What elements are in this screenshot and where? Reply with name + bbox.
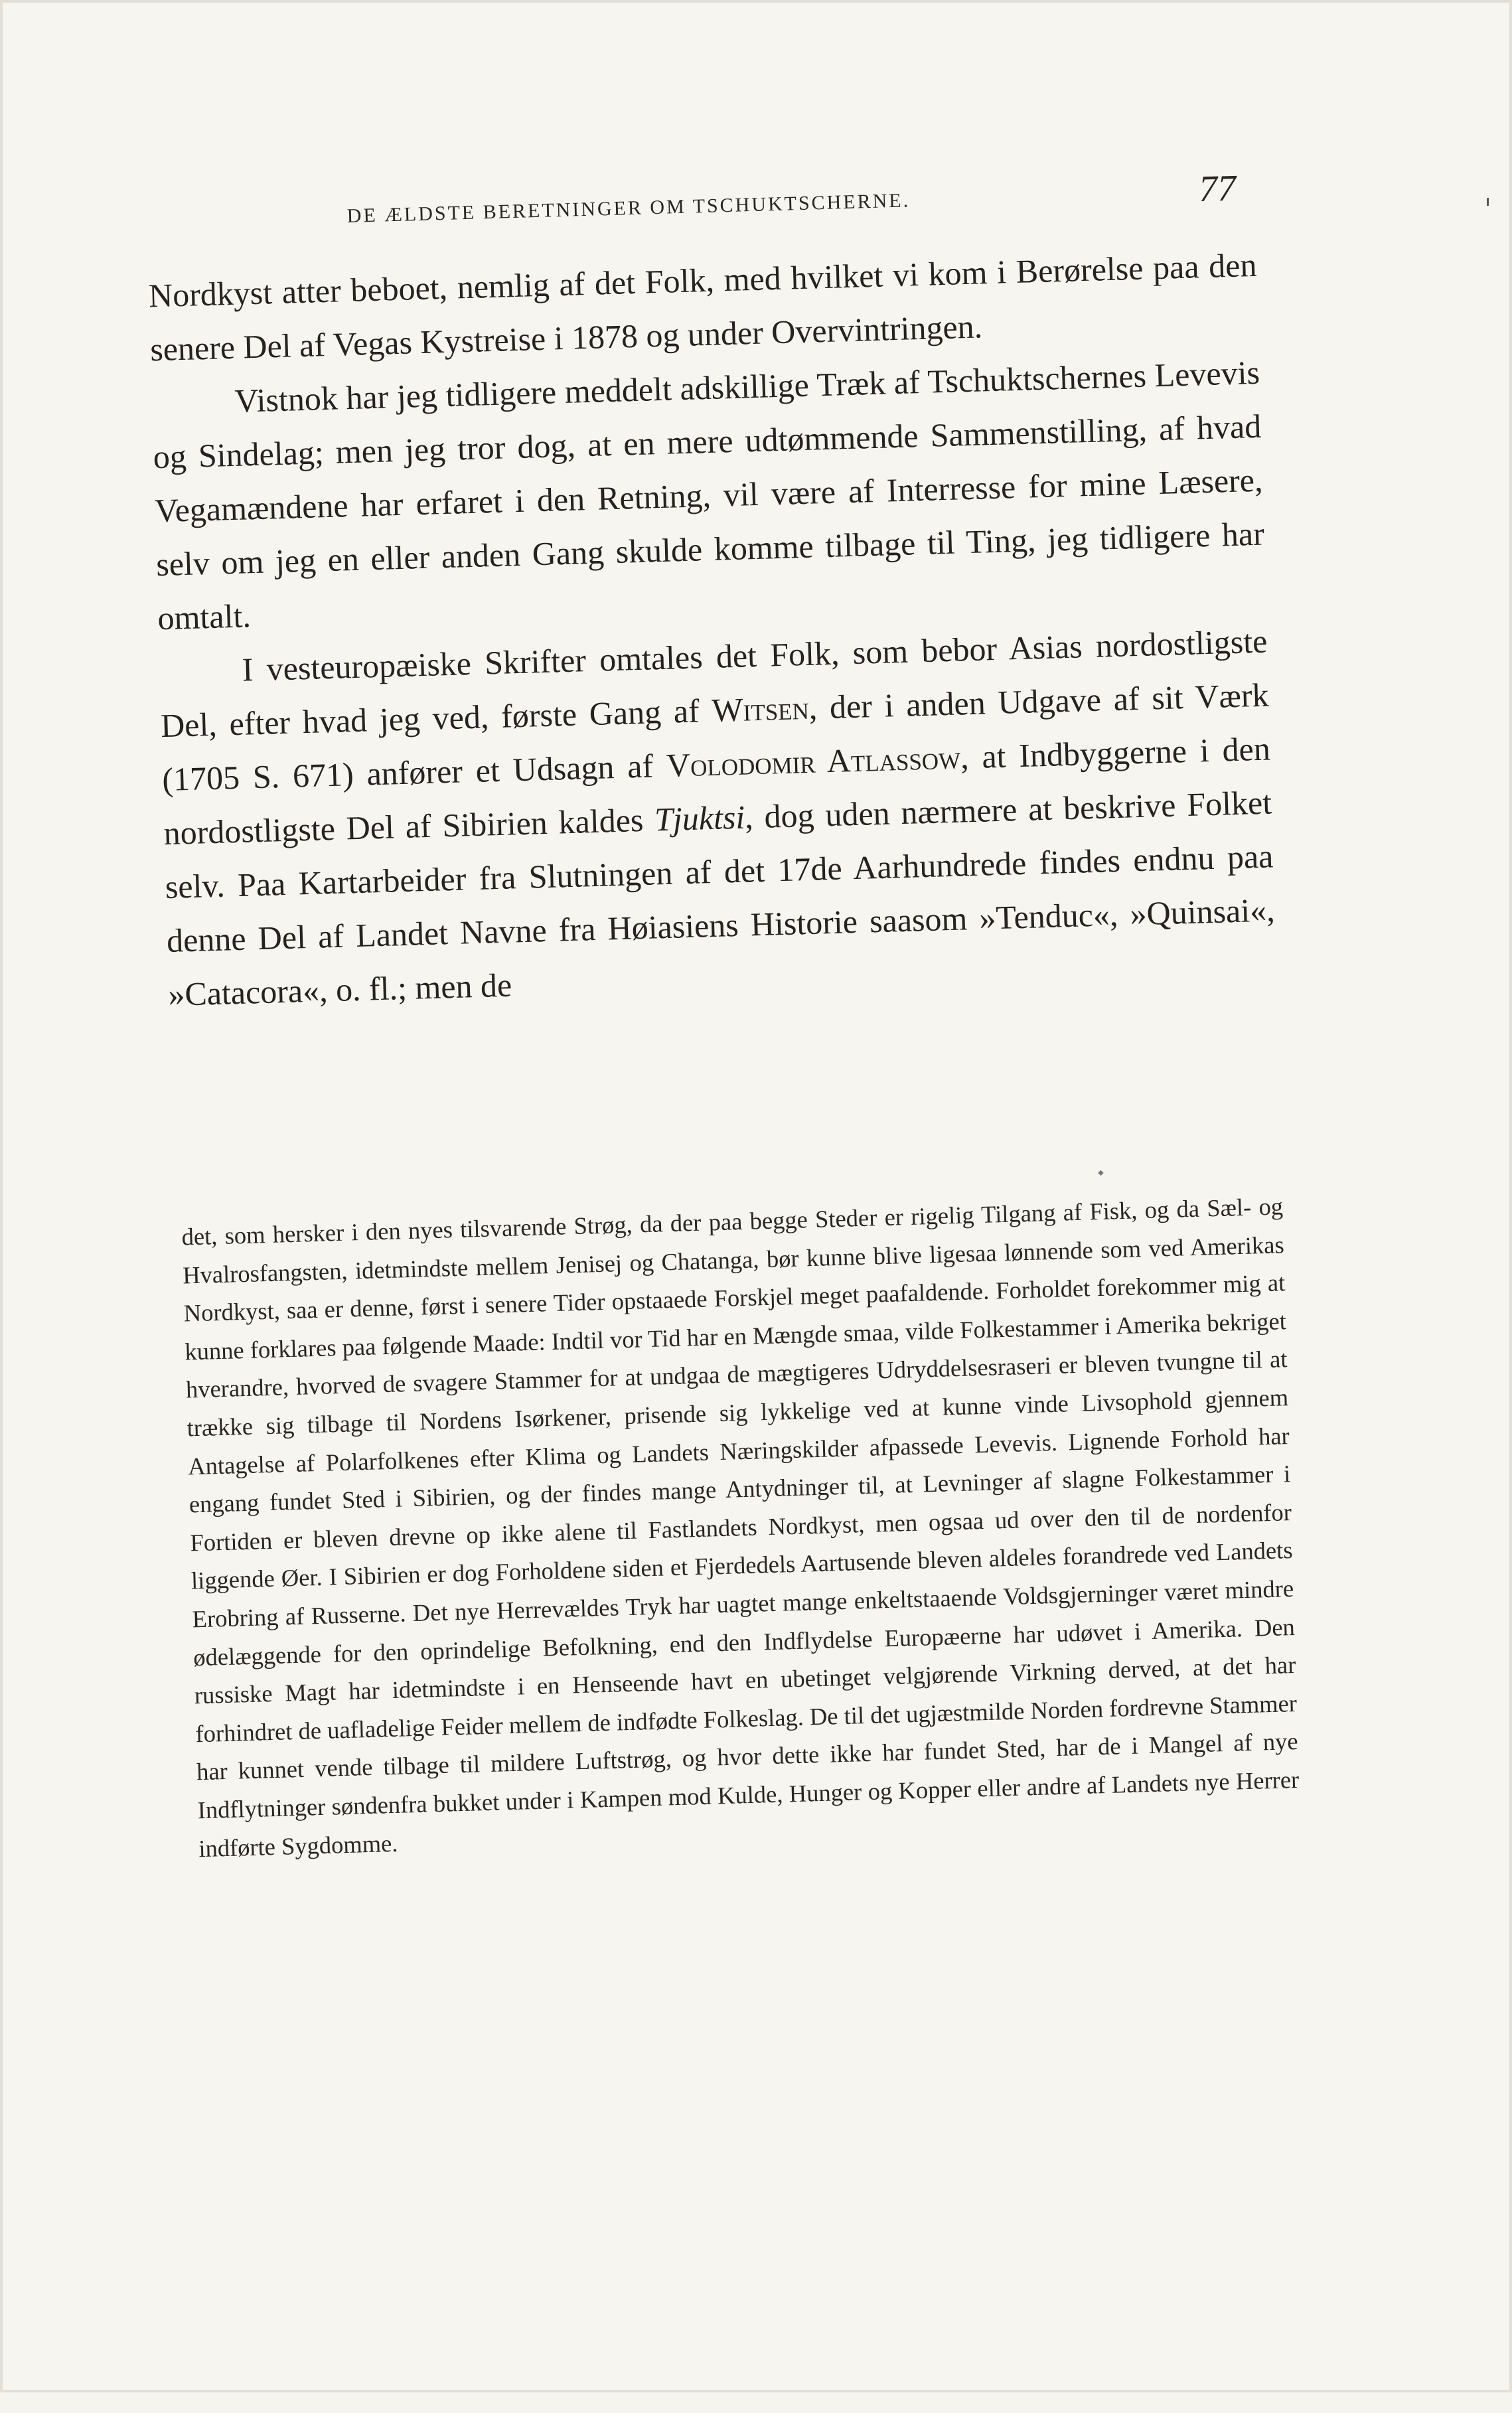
paragraph-2: Vistnok har jeg tidligere meddelt adskillige Træk af Tschuktschernes Levevis og Sindelag; men jeg tror dog, at en mere udtømmende Sammenstilling, af hvad Vegamændene har erfaret i den Retning, vil være af Interresse for mine Læsere, selv om jeg en eller anden Gang skulde komme tilbage til Ting, jeg tidligere har omtalt. — [153, 353, 1265, 637]
author-atlassow: Volodomir Atlassow — [666, 738, 961, 784]
paragraph-3-part-c: , at Indbyggerne i den nordostligste Del af Sibirien kaldes — [163, 730, 1271, 852]
term-tjuktsi: Tjuktsi — [654, 798, 745, 838]
paragraph-3-part-d: , dog uden nærmere at beskrive Folket selv. Paa Kartarbeider fra Slutningen af det 17de Aarhundrede findes endnu paa denne Del af Landet Navne fra Høiasiens Historie saasom »Tenduc«, »Quinsai«, »Catacora«, o. fl.; men de — [165, 783, 1276, 1013]
author-witsen: Witsen — [711, 688, 810, 729]
main-text — [148, 238, 1277, 1022]
paragraph-3-part-b: , der i anden Udgave af sit Værk (1705 S. 671) anfører et Udsagn af — [161, 676, 1270, 799]
running-title: DE ÆLDSTE BERETNINGER OM TSCHUKTSCHERNE. — [346, 189, 911, 227]
paragraph-1: Nordkyst atter beboet, nemlig af det Folk, med hvilket vi kom i Berørelse paa den senere Del af Vegas Kystreise i 1878 og under Overvintringen. — [148, 246, 1258, 368]
ink-speck — [1098, 1170, 1103, 1176]
footnote — [181, 1187, 1301, 1867]
margin-mark — [1487, 198, 1489, 206]
footnote-text: det, som hersker i den nyes tilsvarende Strøg, da der paa begge Steder er rigelig Tilgang af Fisk, og da Sæl- og Hvalrosfangsten, idetmindste mellem Jenisej og Chatanga, bør kunne blive ligesaa lønnende som ved Amerikas Nordkyst, saa er denne, først i senere Tider opstaaede Forskjel meget paafaldende. Forholdet forekommer mig at kunne forklares paa følgende Maade: Indtil vor Tid har en Mængde smaa, vilde Folkestammer i Amerika bekriget hverandre, hvorved de svagere Stammer for at undgaa de mægtigeres Udryddelsesraseri er bleven tvungne til at trække sig tilbage til Nordens Isørkener, prisende sig lykkelige ved at kunne vinde Livsophold gjennem Antagelse af Polarfolkenes efter Klima og Landets Næringskilder afpassede Levevis. Lignende Forhold har engang fundet Sted i Sibirien, og der findes mange Antydninger til, at Levninger af slagne Folkestammer i Fortiden er bleven drevne op ikke alene til Fastlandets Nordkyst, men ogsaa ud over den til de nordenfor liggende Øer. I Sibirien er dog Forholdene siden et Fjerdedels Aartusende bleven aldeles forandrede ved Landets Erobring af Russerne. Det nye Herrevældes Tryk har uagtet mange enkeltstaaende Voldsgjerninger været mindre ødelæggende for den oprindelige Befolkning, end den Indflydelse Europæerne har udøvet i Amerika. Den russiske Magt har idetmindste i en Henseende havt en ubetinget velgjørende Virkning derved, at det har forhindret de uafladelige Feider mellem de indfødte Folkeslag. De til det ugjæstmilde Norden fordrevne Stammer har kunnet vende tilbage til mildere Luftstrøg, og hvor dette ikke har fundet Sted, har de i Mangel af nye Indflytninger søndenfra bukket under i Kampen mod Kulde, Hunger og Kopper eller andre af Landets nye Herrer indførte Sygdomme. — [181, 1192, 1300, 1862]
paragraph-3-part-a: I vesteuropæiske Skrifter omtales det Folk, som bebor Asias nordostligste Del, efter hvad jeg ved, første Gang af — [160, 622, 1268, 745]
page-number: 77 — [1198, 167, 1237, 210]
paragraph-3 — [159, 615, 1277, 1022]
